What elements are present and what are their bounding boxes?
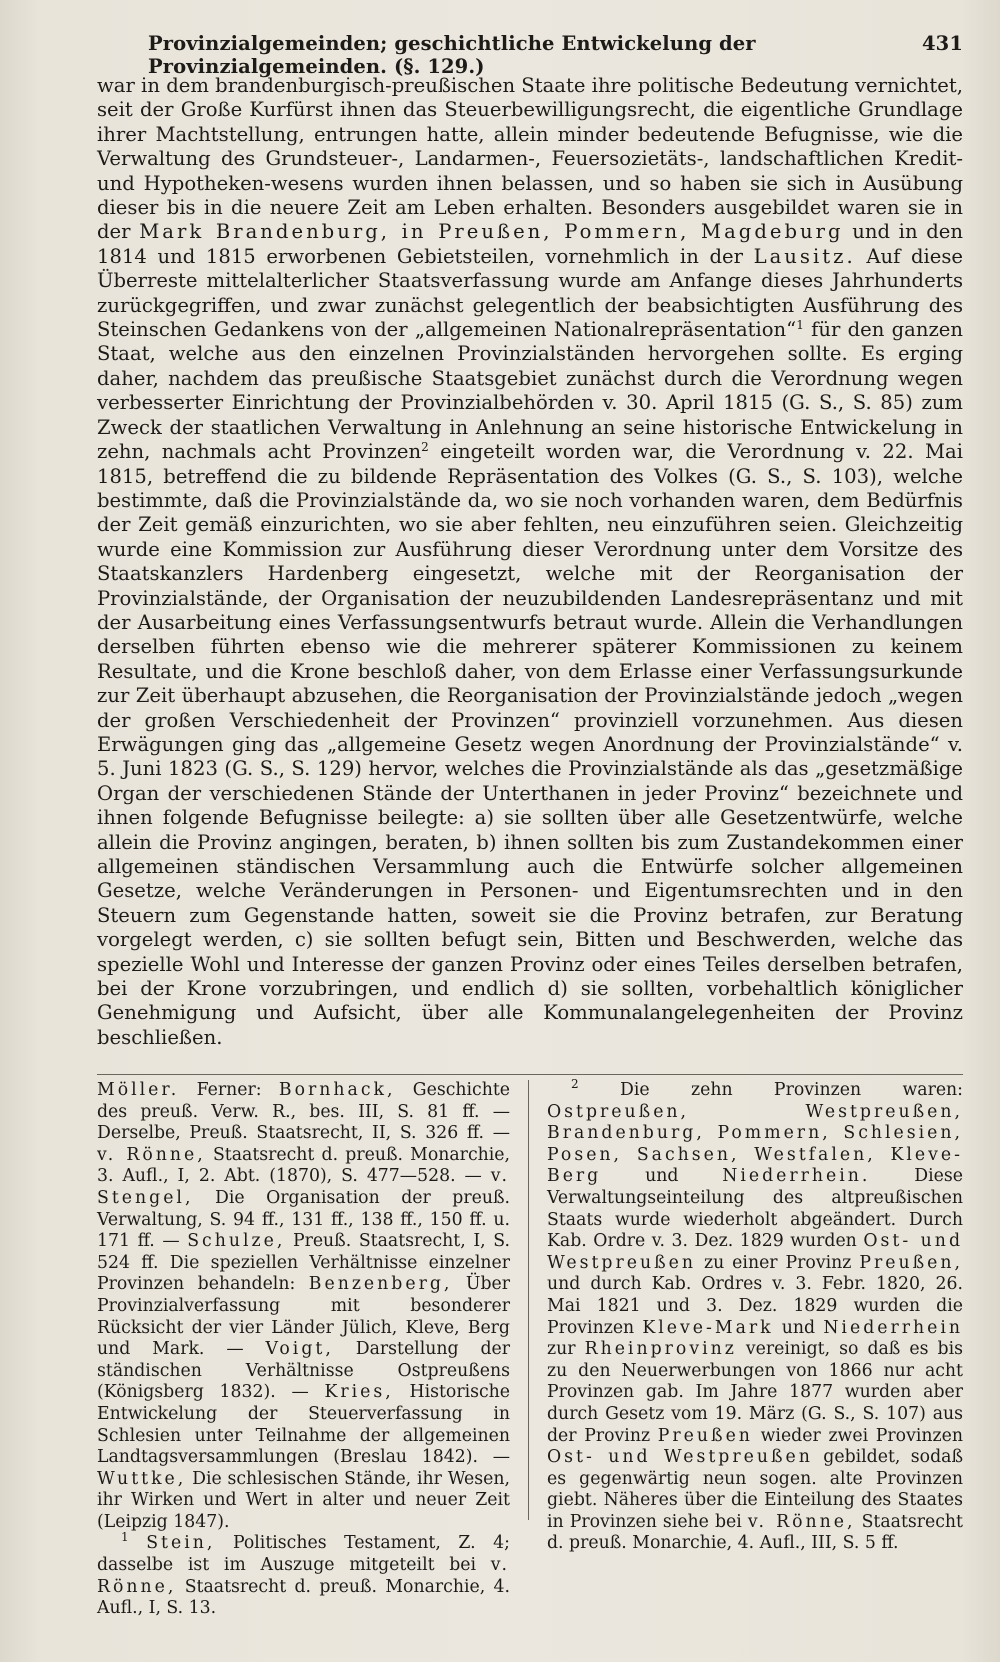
text-run: Staatsrecht d. preuß. Monarchie, 4. Aufl., III, S. 5 ff. xyxy=(547,1511,964,1554)
running-title: Provinzialgemeinden; geschichtliche Entwickelung der Provinzialgemeinden. (§. 129.) xyxy=(148,32,756,78)
text-run: Staatsrecht d. preuß. Monarchie, 3. Aufl., I, 2. Abt. (1870), S. 477—528. — xyxy=(97,1144,510,1187)
author-name: v. Rönne, xyxy=(97,1555,510,1597)
spaced-place: Niederrhein. xyxy=(722,1166,871,1187)
spaced-place: Kleve-Mark xyxy=(642,1317,774,1338)
text-run: für den ganzen Staat, welche aus den einzelnen Provinzialständen hervorgehen sollte. Es erging daher, nachdem das preußische Staatsgebiet zunächst durch die Verordnung wegen verbesserter Einrichtung der Provinzialbehörden v. 30. April 1815 (G. S., S. 85) zum Zweck der staatlichen Verwaltung in Anlehnung an seine historische Entwickelung in zehn, nachmals acht Provinzen xyxy=(97,318,963,464)
text-run: eingeteilt worden war, die Verordnung v. 22. Mai 1815, betreffend die zu bildende Repräsentation des Volkes (G. S., S. 103), welche bestimmte, daß die Provinzialstände da, wo sie noch vorhanden waren, dem Bedürfnis der Zeit gemäß einzurichten, wo sie aber fehlten, neu einzuführen seien. Gleichzeitig wurde eine Kommission zur Ausführung dieser Verordnung unter dem Vorsitze des Staatskanzlers Hardenberg eingesetzt, welche mit der Reorganisation der Provinzialstände, der Organisation der neuzubildenden Landesrepräsentanz und mit der Ausarbeitung eines Verfassungsentwurfs betraut wurde. Allein die Verhandlungen derselben führten ebenso wie die mehrerer späterer Kommissionen zu keinem Resultate, und die Krone beschloß daher, von dem Erlasse einer Verfassungsurkunde zur Zeit überhaupt abzusehen, die Reorganisation der Provinzialstände jedoch „wegen der großen Verschiedenheit der Provinzen“ provinziell vorzunehmen. Aus diesen Erwägungen ging das „allgemeine Gesetz wegen Anordnung der Provinzialstände“ v. 5. Juni 1823 (G. S., S. 129) hervor, welches die Provinzialstände als das „gesetzmäßige Organ der verschiedenen Stände der Unterthanen in jeder Provinz“ bezeichnete und ihnen folgende Befugnisse beilegte: a) sie sollten über alle Gesetzentwürfe, welche allein die Provinz angingen, beraten, b) ihnen sollten bis zum Zustandekommen einer allgemeinen ständischen Versammlung auch die Entwürfe solcher allgemeinen Gesetze, welche Veränderungen in Personen- und Eigentumsrechten und in den Steuern zum Gegenstande hatten, soweit sie die Provinz betrafen, zur Beratung vorgelegt werden, c) sie sollten befugt sein, Bitten und Beschwerden, welche das spezielle Wohl und Interesse der ganzen Provinz oder eines Teiles derselben betrafen, bei der Krone vorzubringen, und endlich d) sie sollten, vorbehaltlich königlicher Genehmigung und Aufsicht, über alle Kommunalangelegenheiten der Provinz beschließen. xyxy=(97,440,963,1049)
spaced-place: Lausitz. xyxy=(753,244,856,268)
footnotes-left-column xyxy=(97,1080,510,1620)
text-run: Staatsrecht d. preuß. Monarchie, 4. Aufl., I, S. 13. xyxy=(97,1576,510,1619)
main-text xyxy=(97,74,963,1050)
footnote-separator xyxy=(97,1074,963,1075)
text-run: Die Organisation der preuß. Verwaltung, S. 94 ff., 131 ff., 138 ff., 150 ff. u. 171 ff. — xyxy=(97,1187,510,1252)
author-name: v. Rönne, xyxy=(747,1511,856,1532)
running-header xyxy=(148,32,963,78)
text-run: Auf diese Überreste mittelalterlicher Staatsverfassung wurde am Anfange dieses Jahrhunderts zurückgegriffen, und zwar zunächst gelegentlich der beabsichtigten Ausführung des Steinschen Gedankens von der „allgemeinen Nationalrepräsentation“ xyxy=(97,244,964,342)
footnote-mark: 1 xyxy=(121,1530,129,1545)
author-name: Möller. xyxy=(97,1080,180,1100)
main-paragraph xyxy=(97,74,963,1050)
text-run: Über Provinzialverfassung mit besonderer Rücksicht der vier Länder Jülich, Kleve, Berg und Mark. — xyxy=(97,1274,510,1360)
spaced-place: Niederrhein xyxy=(823,1317,964,1338)
text-run: Preuß. Staatsrecht, I, S. 524 ff. Die speziellen Verhältnisse einzelner Provinzen behandeln: xyxy=(97,1231,510,1295)
author-name: Bornhack, xyxy=(278,1080,396,1100)
author-name: Stein, xyxy=(146,1533,216,1554)
text-run: Geschichte des preuß. Verw. R., bes. III, S. 81 ff. — Derselbe, Preuß. Staatsrecht, II, S. 326 ff. — xyxy=(97,1080,511,1144)
spaced-place: Ost- und Westpreußen xyxy=(547,1231,964,1273)
text-run: gebildet, sodaß es gegenwärtig neun sogen. alte Provinzen giebt. Näheres über die Einteilung des Staates in Provinzen siehe bei xyxy=(547,1447,963,1532)
text-run: Historische Entwickelung der Steuerverfassung in Schlesien unter Teilnahme der allgemeinen Landtagsversammlungen (Breslau 1842). — xyxy=(97,1382,511,1468)
text-run: zu einer Provinz xyxy=(703,1252,852,1273)
text-run: und durch Kab. Ordres v. 3. Febr. 1820, 26. Mai 1821 und 3. Dez. 1829 wurden die Provinzen xyxy=(547,1274,963,1338)
text-run: vereinigt, so daß es bis zu den Neuerwerbungen von 1866 nur acht Provinzen gab. Im Jahre 1877 wurden aber durch Gesetz vom 19. März (G. S., S. 107) aus der Provinz xyxy=(547,1339,964,1446)
literature-note xyxy=(97,1080,510,1533)
spaced-place: Rheinprovinz xyxy=(584,1339,737,1360)
author-name: Wuttke, xyxy=(97,1468,187,1489)
footnote-2 xyxy=(547,1077,964,1555)
text-run: Die zehn Provinzen waren: xyxy=(620,1080,964,1100)
footnote-ref-2[interactable]: 2 xyxy=(421,440,429,455)
author-name: Voigt, xyxy=(265,1339,334,1360)
text-run: und xyxy=(781,1317,816,1338)
text-run: und xyxy=(645,1166,679,1187)
text-run: und in den 1814 und 1815 erworbenen Gebietsteilen, vornehmlich in der xyxy=(97,220,963,268)
spaced-places: Mark Brandenburg, in Preußen, Pommern, Magdeburg xyxy=(139,220,844,244)
spaced-place: Preußen xyxy=(657,1425,753,1446)
author-name: v. Rönne, xyxy=(97,1144,206,1165)
footnote-mark: 2 xyxy=(571,1077,579,1091)
text-run: wieder zwei Provinzen xyxy=(760,1425,963,1446)
column-divider xyxy=(528,1080,529,1520)
text-run: Politisches Testament, Z. 4; dasselbe ist im Auszuge mitgeteilt bei xyxy=(97,1533,510,1576)
page-number: 431 xyxy=(921,32,963,55)
text-run: Darstellung der ständischen Verhältnisse Ostpreußens (Königsberg 1832). — xyxy=(97,1339,510,1403)
text-run: Ferner: xyxy=(196,1080,262,1100)
text-run: zur xyxy=(547,1339,576,1360)
spaced-place: Ost- und Westpreußen xyxy=(547,1447,813,1468)
text-run: Die schlesischen Stände, ihr Wesen, ihr Wirken und Wert in alter und neuer Zeit (Leipzig 1847). xyxy=(97,1468,510,1532)
footnote-1 xyxy=(97,1530,510,1619)
spaced-places: Ostpreußen, Westpreußen, Brandenburg, Pommern, Schlesien, Posen, Sachsen, Westfalen, Kleve-Berg xyxy=(547,1101,963,1187)
author-name: Benzenberg, xyxy=(308,1274,453,1295)
text-run: war in dem brandenburgisch-preußischen Staate ihre politische Bedeutung vernichtet, seit der Große Kurfürst ihnen das Steuerbewilligungsrecht, die eigentliche Grundlage ihrer Machtstellung, entrungen hatte, allein minder bedeutende Befugnisse, wie die Verwaltung des Grundsteuer-, Landarmen-, Feuersozietäts-, landschaftlichen Kredit- und Hypotheken-wesens wurden ihnen belassen, und so haben sie sich in Ausübung dieser bis in die neuere Zeit am Leben erhalten. Besonders ausgebildet waren sie in der xyxy=(97,74,963,244)
footnote-ref-1[interactable]: 1 xyxy=(796,318,804,333)
author-name: Schulze, xyxy=(187,1231,286,1252)
author-name: Kries, xyxy=(324,1382,394,1403)
footnotes-right-column xyxy=(547,1077,964,1555)
text-run: Diese Verwaltungseinteilung des altpreußischen Staats wurde wiederholt abgeändert. Durch Kab. Ordre v. 3. Dez. 1829 wurden xyxy=(547,1166,963,1252)
spaced-place: Preußen, xyxy=(859,1252,963,1273)
author-name: v. Stengel, xyxy=(97,1166,510,1208)
